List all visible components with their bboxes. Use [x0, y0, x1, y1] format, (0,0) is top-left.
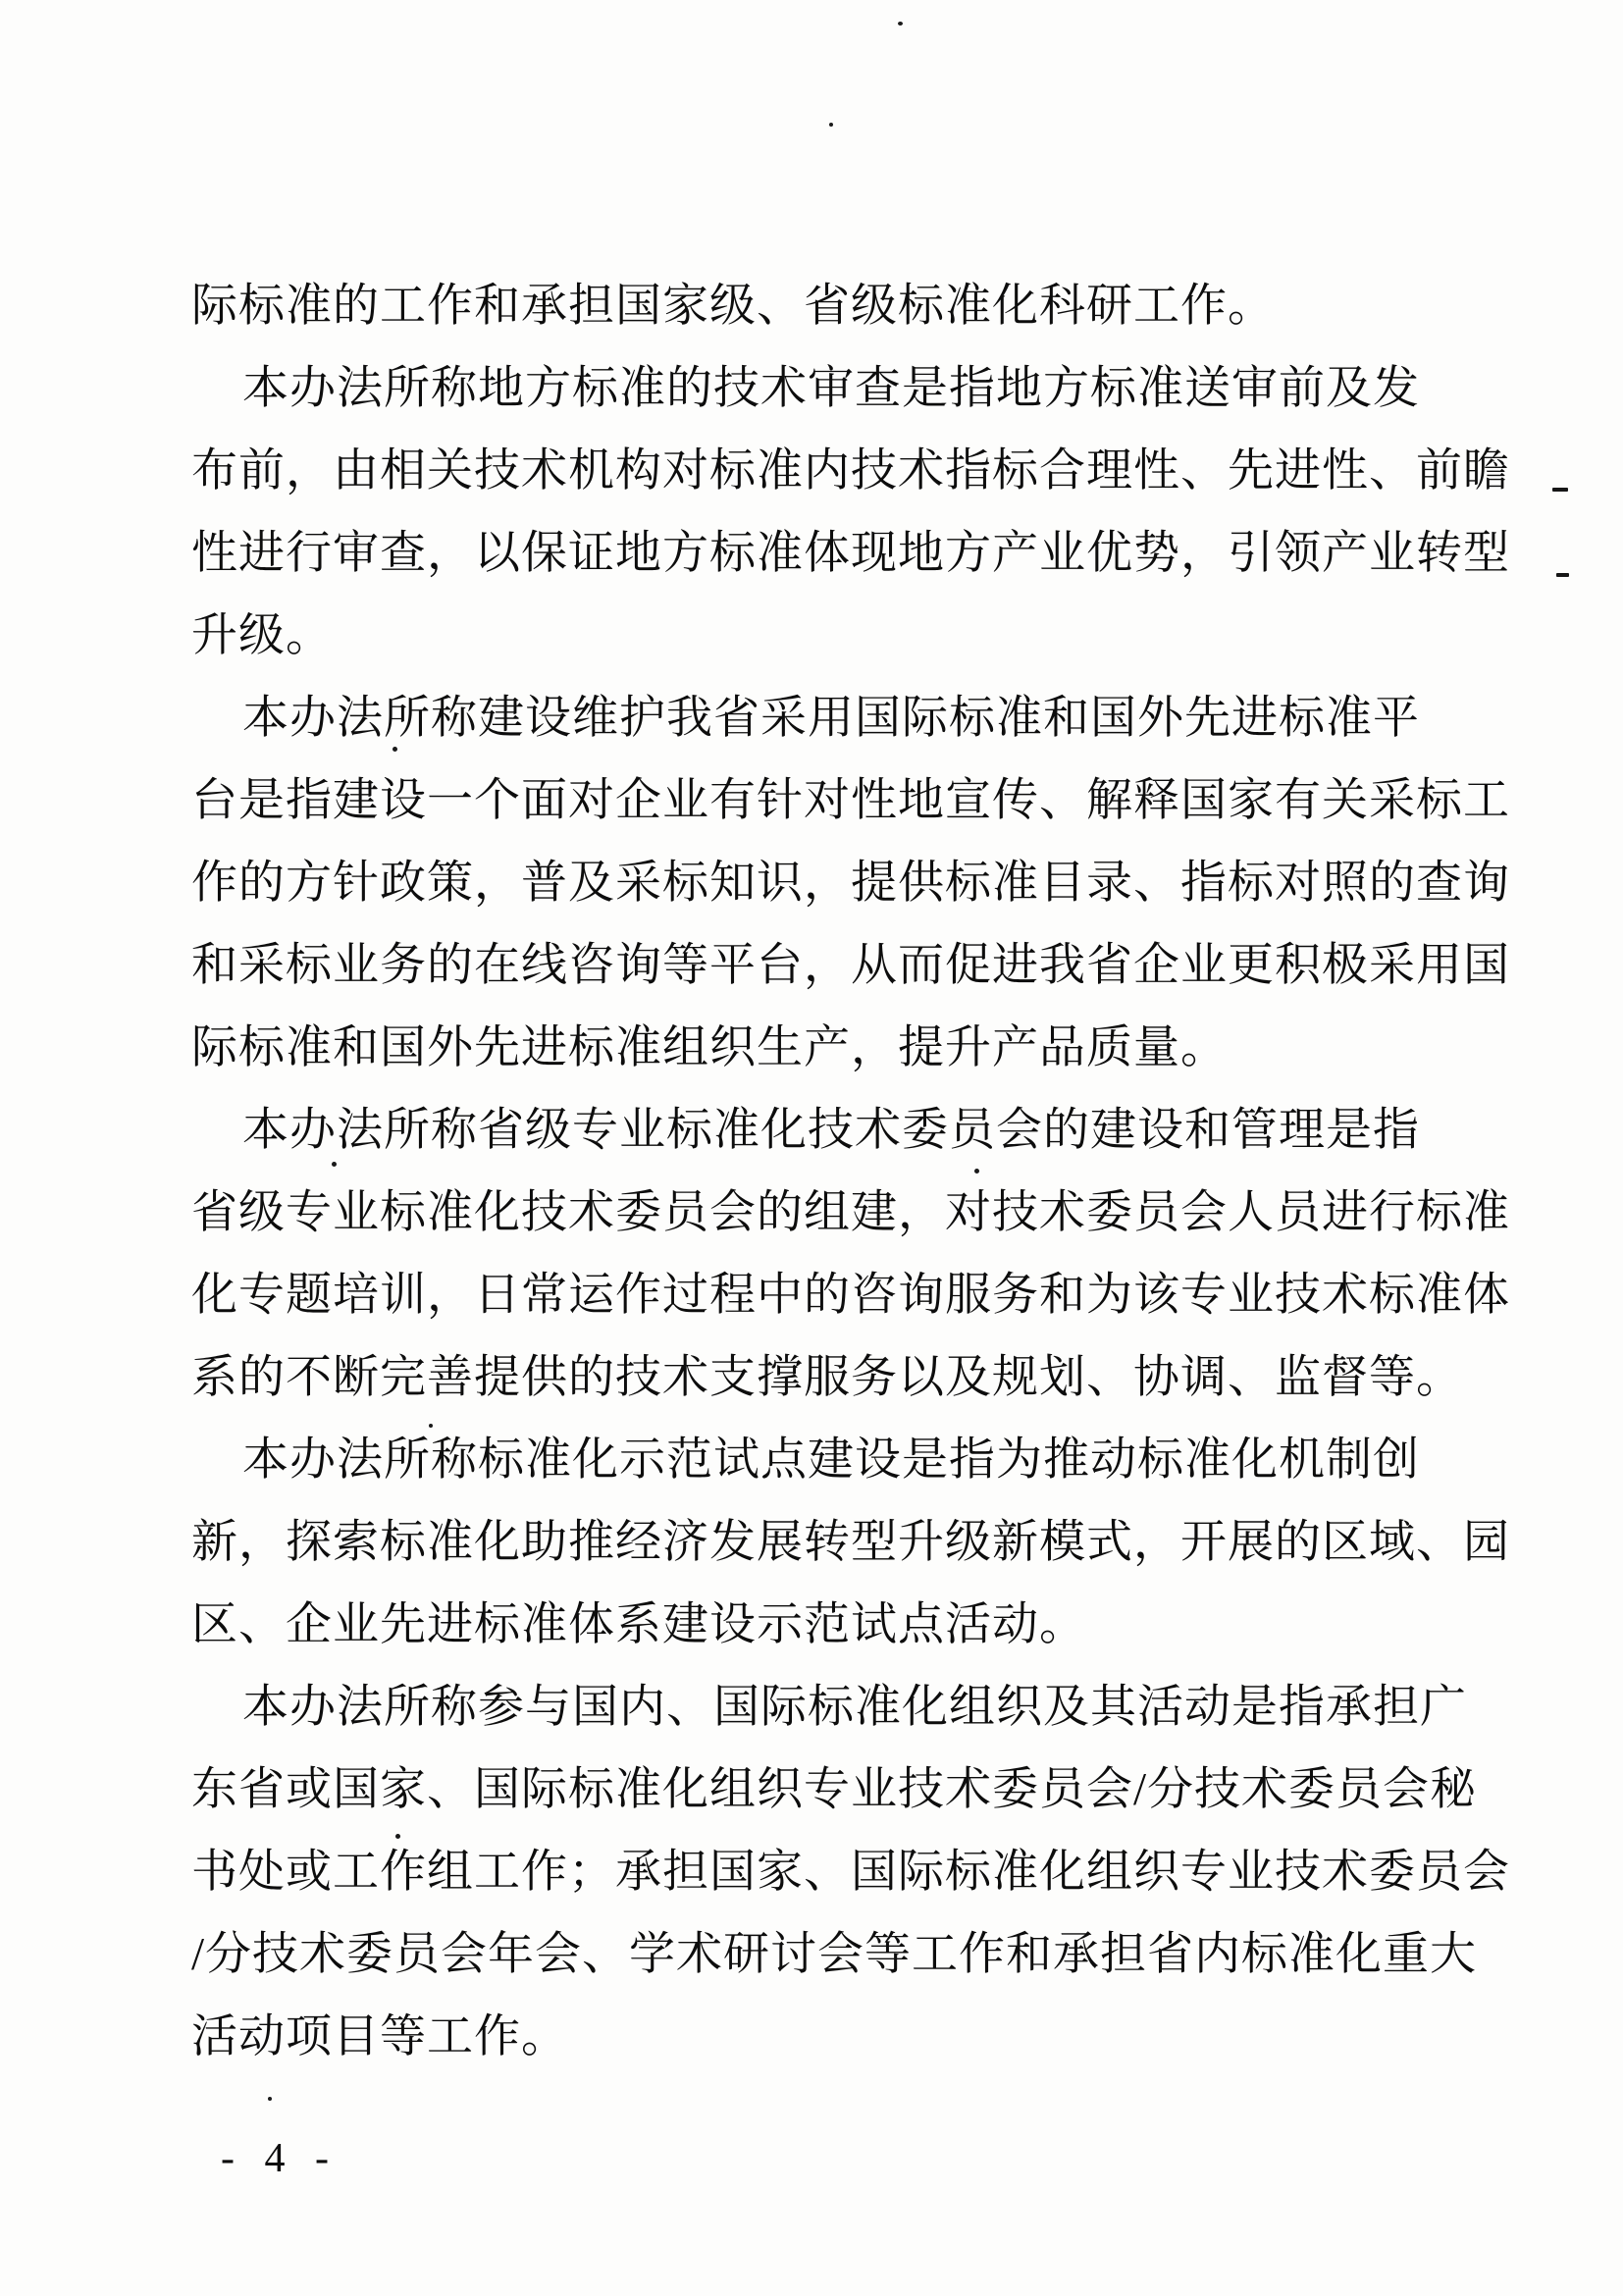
text-line: 本办法所称标准化示范试点建设是指为推动标准化机制创: [242, 1435, 1420, 1486]
text-line: 本办法所称地方标准的技术审查是指地方标准送审前及发: [242, 363, 1420, 414]
text-line: 际标准和国外先进标准组织生产，提升产品质量。: [191, 1022, 1228, 1073]
text-line: /分技术委员会年会、学术研讨会等工作和承担省内标准化重大: [191, 1929, 1478, 1980]
scan-dash-mark: [1552, 488, 1568, 492]
scan-speck: [393, 747, 397, 752]
text-line: 东省或国家、国际标准化组织专业技术委员会/分技术委员会秘: [191, 1764, 1478, 1815]
text-line: 系的不断完善提供的技术支撑服务以及规划、协调、监督等。: [191, 1352, 1463, 1403]
text-line: 本办法所称省级专业标准化技术委员会的建设和管理是指: [242, 1105, 1420, 1156]
text-line: 本办法所称参与国内、国际标准化组织及其活动是指承担广: [242, 1682, 1467, 1733]
text-line: 新，探索标准化助推经济发展转型升级新模式，开展的区域、园: [191, 1517, 1510, 1568]
text-line: 际标准的工作和承担国家级、省级标准化科研工作。: [191, 281, 1275, 332]
text-line: 书处或工作组工作；承担国家、国际标准化组织专业技术委员会: [191, 1847, 1510, 1898]
text-line: 化专题培训，日常运作过程中的咨询服务和为该专业技术标准体: [191, 1270, 1510, 1321]
text-line: 台是指建设一个面对企业有针对性地宣传、解释国家有关采标工: [191, 775, 1510, 826]
scan-speck: [829, 123, 833, 127]
scan-speck: [268, 2097, 272, 2101]
scan-speck: [395, 1834, 400, 1839]
text-line: 性进行审查，以保证地方标准体现地方产业优势，引领产业转型: [191, 528, 1510, 579]
text-line: 布前，由相关技术机构对标准内技术指标合理性、先进性、前瞻: [191, 445, 1510, 496]
text-line: 省级专业标准化技术委员会的组建，对技术委员会人员进行标准: [191, 1187, 1510, 1238]
scan-speck: [332, 1162, 337, 1167]
scan-dash-mark: [1556, 573, 1569, 577]
text-line: 作的方针政策，普及采标知识，提供标准目录、指标对照的查询: [191, 858, 1510, 909]
text-line: 区、企业先进标准体系建设示范试点活动。: [191, 1599, 1086, 1650]
scan-speck: [898, 22, 903, 26]
scan-speck: [974, 1169, 979, 1174]
text-line: 活动项目等工作。: [191, 2011, 568, 2062]
text-line: 本办法所称建设维护我省采用国际标准和国外先进标准平: [242, 693, 1420, 744]
text-line: 和采标业务的在线咨询等平台，从而促进我省企业更积极采用国: [191, 940, 1510, 991]
text-line: 升级。: [191, 610, 333, 661]
page-number: - 4 -: [221, 2136, 339, 2181]
scan-speck: [429, 1424, 433, 1428]
body-text: [191, 265, 1510, 2078]
